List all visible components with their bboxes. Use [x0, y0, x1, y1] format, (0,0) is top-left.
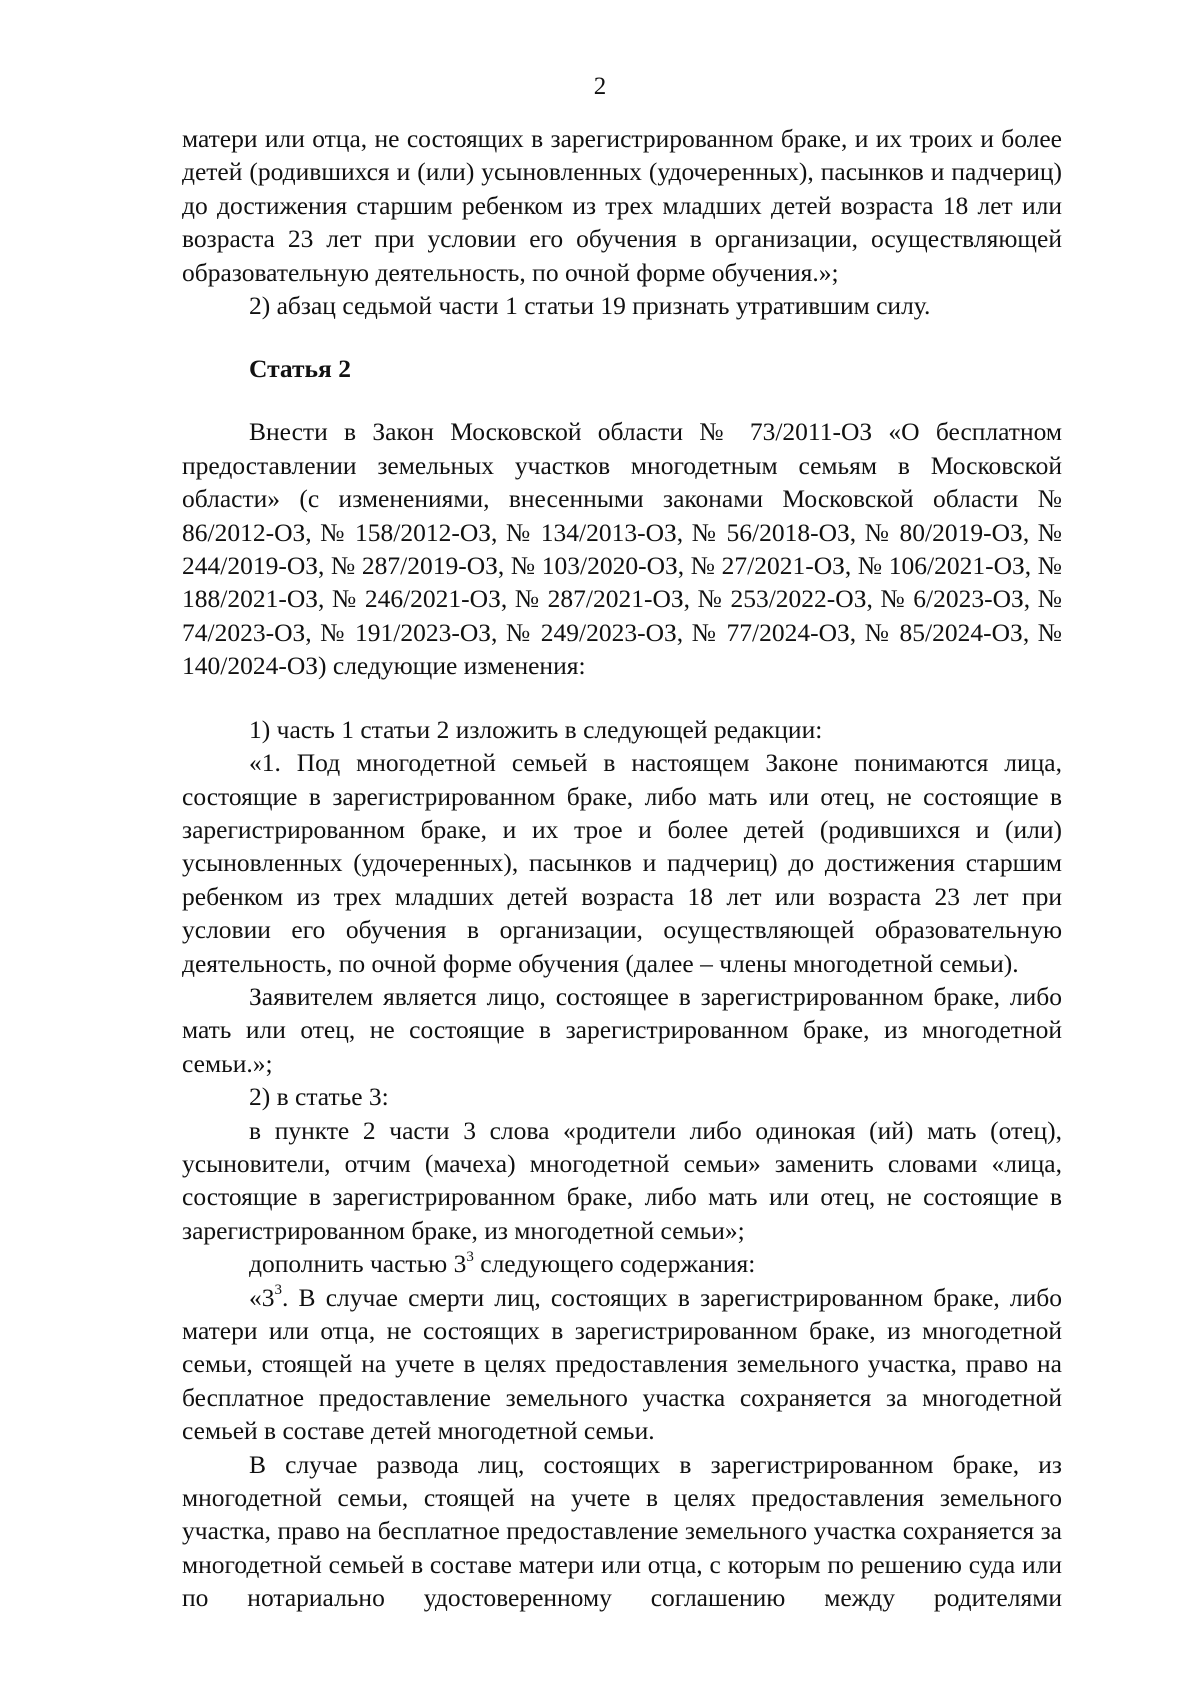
item-2-add-prefix: дополнить частью 3	[249, 1249, 467, 1279]
item-2-divorce: В случае развода лиц, состоящих в зарегистрированном браке, из многодетной семьи, стоящей на учете в целях предоставления земельного участка, право на бесплатное предоставление земельного участка сохраняется за многодетной семьей в составе матери или отца, с которым по решению суда или по нотариально удостоверенному соглашению между родителями	[182, 1449, 1062, 1613]
page-number: 2	[593, 73, 607, 100]
article-heading: Статья 2	[249, 354, 351, 384]
item-2-quote-sup: 3	[274, 1282, 282, 1299]
item-1-applicant: Заявителем является лицо, состоящее в зарегистрированном браке, либо мать или отец, не состоящие в зарегистрированном браке, из многодетной семьи.»;	[182, 981, 1062, 1078]
item-2-quote-prefix: «3	[249, 1282, 275, 1312]
document-body	[182, 122, 1062, 1615]
item-2-add-suffix: следующего содержания:	[473, 1249, 756, 1279]
continuation-item-2: 2) абзац седьмой части 1 статьи 19 признать утратившим силу.	[249, 291, 931, 321]
item-2-add-sup: 3	[466, 1248, 474, 1265]
item-2-replace: в пункте 2 части 3 слова «родители либо одинокая (ий) мать (отец), усыновители, отчим (мачеха) многодетной семьи» заменить словами «лица, состоящие в зарегистрированном браке, либо мать или отец, не состоящие в зарегистрированном браке, из многодетной семьи»;	[182, 1115, 1062, 1245]
item-2-add	[182, 1247, 1062, 1280]
list-item-1: 1) часть 1 статьи 2 изложить в следующей редакции:	[249, 714, 823, 744]
list-item-2: 2) в статье 3:	[249, 1082, 389, 1112]
item-2-quote	[182, 1281, 1062, 1448]
item-2-quote-text: . В случае смерти лиц, состоящих в зарегистрированном браке, либо матери или отца, не состоящих в зарегистрированном браке, из многодетной семьи, стоящей на учете в целях предоставления земельного участка, право на бесплатное предоставление земельного участка сохраняется за многодетной семьей в составе детей многодетной семьи.	[182, 1282, 1062, 1446]
item-1-quote: «1. Под многодетной семьей в настоящем Законе понимаются лица, состоящие в зарегистрированном браке, либо мать или отец, не состоящие в зарегистрированном браке, и их трое и более детей (родившихся и (или) усыновленных (удочеренных), пасынков и падчериц) до достижения старшим ребенком из трех младших детей возраста 18 лет или возраста 23 лет при условии его обучения в организации, осуществляющей образовательную деятельность, по очной форме обучения (далее – члены многодетной семьи).	[182, 748, 1062, 978]
article-intro: Внести в Закон Московской области № 73/2011-ОЗ «О бесплатном предоставлении земельных участков многодетным семьям в Московской области» (с изменениями, внесенными законами Московской области № 86/2012-ОЗ, № 158/2012-ОЗ, № 134/2013-ОЗ, № 56/2018-ОЗ, № 80/2019-ОЗ, № 244/2019-ОЗ, № 287/2019-ОЗ, № 103/2020-ОЗ, № 27/2021-ОЗ, № 106/2021-ОЗ, № 188/2021-ОЗ, № 246/2021-ОЗ, № 287/2021-ОЗ, № 253/2022-ОЗ, № 6/2023-ОЗ, № 74/2023-ОЗ, № 191/2023-ОЗ, № 249/2023-ОЗ, № 77/2024-ОЗ, № 85/2024-ОЗ, № 140/2024-ОЗ) следующие изменения:	[182, 417, 1062, 681]
continuation-paragraph: матери или отца, не состоящих в зарегистрированном браке, и их троих и более детей (родившихся и (или) усыновленных (удочеренных), пасынков и падчериц) до достижения старшим ребенком из трех младших детей возраста 18 лет или возраста 23 лет при условии его обучения в организации, осуществляющей образовательную деятельность, по очной форме обучения.»;	[182, 124, 1062, 287]
